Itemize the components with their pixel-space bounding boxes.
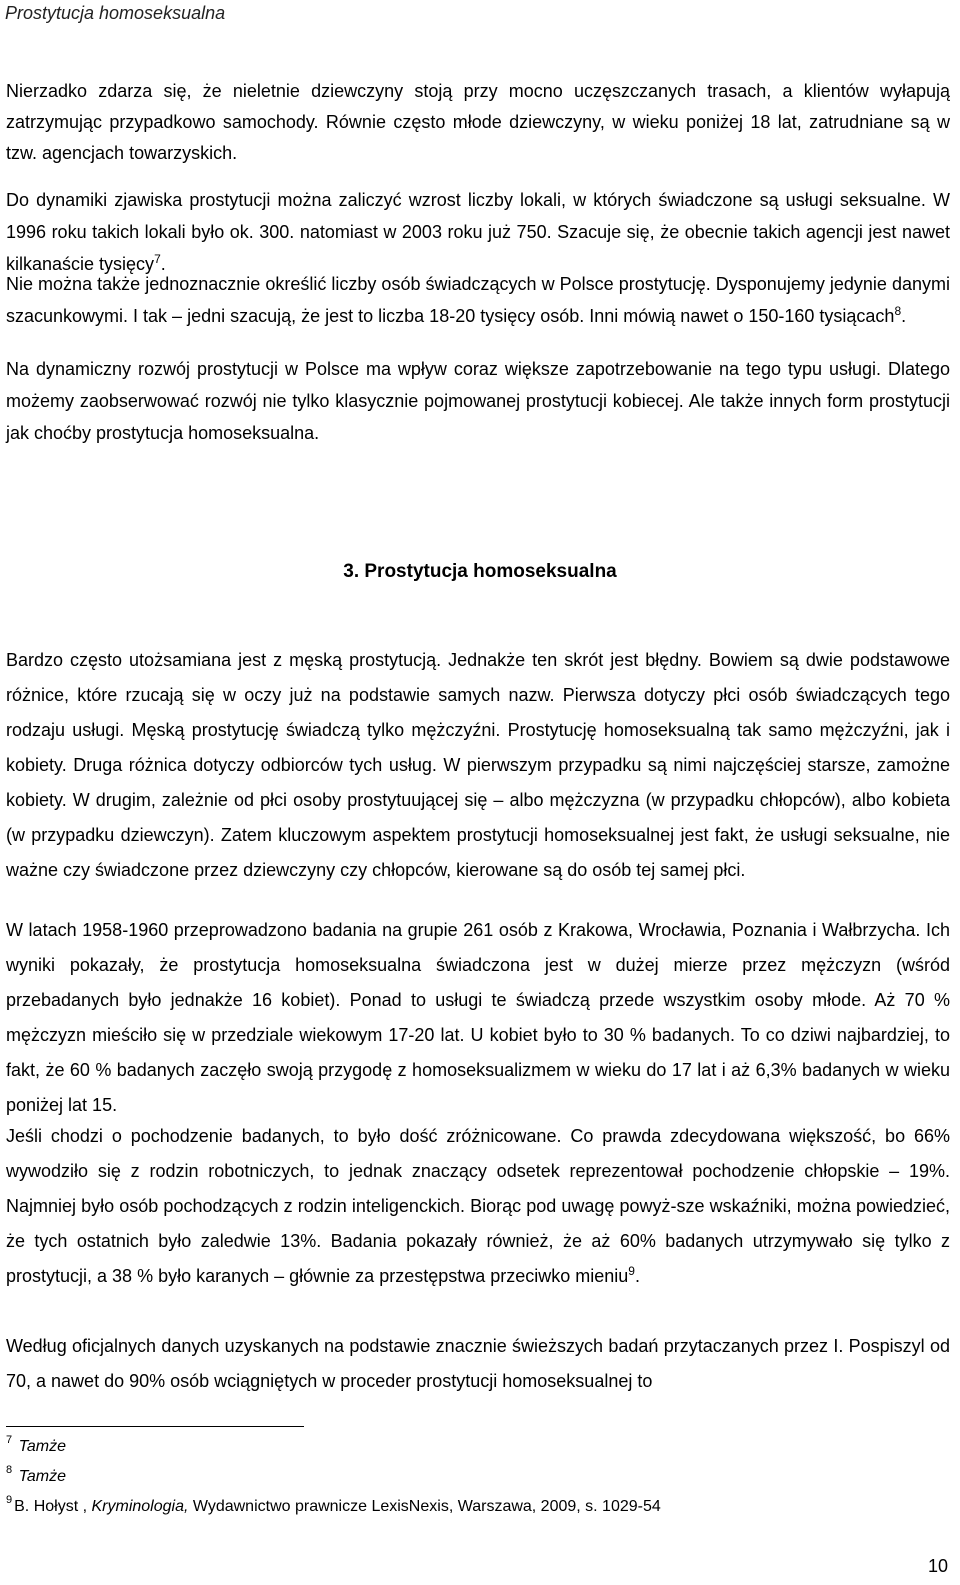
section-heading: 3. Prostytucja homoseksualna bbox=[343, 561, 617, 582]
footnote-separator bbox=[6, 1426, 304, 1427]
paragraph bbox=[6, 268, 950, 332]
footnote-number: 8 bbox=[6, 1464, 13, 1476]
paragraph bbox=[6, 1329, 950, 1399]
paragraph bbox=[6, 353, 950, 449]
footnote-publisher: Wydawnictwo prawnicze LexisNexis, Warszawa, 2009, s. 1029-54 bbox=[188, 1498, 661, 1515]
footnote-author: B. Hołyst , bbox=[14, 1498, 92, 1515]
paragraph bbox=[6, 184, 950, 280]
footnote-number: 9 bbox=[6, 1494, 13, 1506]
paragraph bbox=[6, 1119, 950, 1294]
paragraph-end: . bbox=[160, 254, 166, 274]
paragraph-text: Do dynamiki zjawiska prostytucji można zaliczyć wzrost liczby lokali, w których świadczone są usługi seksualne. W 1996 roku takich lokali było ok. 300. natomiast w 2003 roku już 750. Szacuje się, że obecnie takich agencji jest nawet kilkanaście tysięcy bbox=[6, 190, 950, 274]
footnote-text: Tamże bbox=[18, 1468, 67, 1485]
paragraph bbox=[6, 76, 950, 169]
paragraph-text: Nierzadko zdarza się, że nieletnie dziewczyny stoją przy mocno uczęszczanych trasach, a klientów wyłapują zatrzymując przypadkowo samochody. Równie często młode dziewczyny, w wieku poniżej 18 lat, zatrudniane są w tzw. agencjach towarzyskich. bbox=[6, 81, 950, 163]
paragraph-text: W latach 1958-1960 przeprowadzono badania na grupie 261 osób z Krakowa, Wrocławia, Poznania i Wałbrzycha. Ich wyniki pokazały, że prostytucja homoseksualna świadczona jest w dużej mierze przez mężczyzn (wśród przebadanych było jednakże 16 kobiet). Ponad to usługi te świadczą przede wszystkim osoby młode. Aż 70 % mężczyzn mieściło się w przedziale wiekowym 17-20 lat. U kobiet było to 30 % badanych. To co dziwi najbardziej, to fakt, że 60 % badanych zaczęło swoją przygodę z homoseksualizmem w wieku do 17 lat i aż 6,3% badanych w wieku poniżej lat 15. bbox=[6, 920, 950, 1115]
paragraph-text: Według oficjalnych danych uzyskanych na podstawie znacznie świeższych badań przytaczanych przez I. Pospiszyl od 70, a nawet do 90% osób wciągniętych w proceder prostytucji homoseksualnej to bbox=[6, 1336, 950, 1391]
footnote bbox=[6, 1436, 66, 1458]
paragraph-text: Bardzo często utożsamiana jest z męską prostytucją. Jednakże ten skrót jest błędny. Bowiem są dwie podstawowe różnice, które rzucają się w oczy już na podstawie samych nazw. Pierwsza dotyczy płci osób świadczących tego rodzaju usługi. Męską prostytucję świadczą tylko mężczyźni. Prostytucję homoseksualną tak samo mężczyźni, jak i kobiety. Druga różnica dotyczy odbiorców tych usług. W pierwszym przypadku są nimi najczęściej starsze, zamożne kobiety. W drugim, zależnie od płci osoby prostytuującej się – albo mężczyzna (w przypadku chłopców), albo kobieta (w przypadku dziewczyn). Zatem kluczowym aspektem prostytucji homoseksualnej jest fakt, że usługi seksualne, nie ważne czy świadczone przez dziewczyny czy chłopców, kierowane są do osób tej samej płci. bbox=[6, 650, 950, 880]
footnote bbox=[6, 1466, 66, 1488]
footnote-text: Tamże bbox=[18, 1438, 67, 1455]
footnote-reference[interactable]: 9 bbox=[628, 1264, 635, 1278]
footnote-number: 7 bbox=[6, 1434, 13, 1446]
paragraph-text: Nie można także jednoznacznie określić liczby osób świadczących w Polsce prostytucję. Dysponujemy jedynie danymi szacunkowymi. I tak – jedni szacują, że jest to liczba 18-20 tysięcy osób. Inni mówią nawet o 150-160 tysiącach bbox=[6, 274, 950, 326]
paragraph bbox=[6, 913, 950, 1123]
paragraph-text: Jeśli chodzi o pochodzenie badanych, to było dość zróżnicowane. Co prawda zdecydowana większość, bo 66% wywodziło się z rodzin robotniczych, to jednak znaczący odsetek reprezentował pochodzenie chłopskie – 19%. Najmniej było osób pochodzących z rodzin inteligenckich. Biorąc pod uwagę powyż-sze wskaźniki, można powiedzieć, że tych ostatnich było zaledwie 13%. Badania pokazały również, że aż 60% badanych utrzymywało się tylko z prostytucji, a 38 % było karanych – głównie za przestępstwa przeciwko mieniu bbox=[6, 1126, 950, 1286]
footnote bbox=[6, 1496, 661, 1518]
footnote-reference[interactable]: 8 bbox=[894, 304, 902, 318]
running-header: Prostytucja homoseksualna bbox=[5, 3, 226, 23]
paragraph-end: . bbox=[634, 1266, 640, 1286]
paragraph-text: Na dynamiczny rozwój prostytucji w Polsce ma wpływ coraz większe zapotrzebowanie na tego typu usługi. Dlatego możemy zaobserwować rozwój nie tylko klasycznie pojmowanej prostytucji kobiecej. Ale także innych form prostytucji jak choćby prostytucja homoseksualna. bbox=[6, 359, 950, 443]
footnote-book-title: Kryminologia, bbox=[91, 1498, 189, 1515]
paragraph bbox=[6, 643, 950, 888]
page-number: 10 bbox=[927, 1556, 948, 1576]
paragraph-end: . bbox=[901, 306, 907, 326]
footnote-reference[interactable]: 7 bbox=[154, 252, 161, 266]
